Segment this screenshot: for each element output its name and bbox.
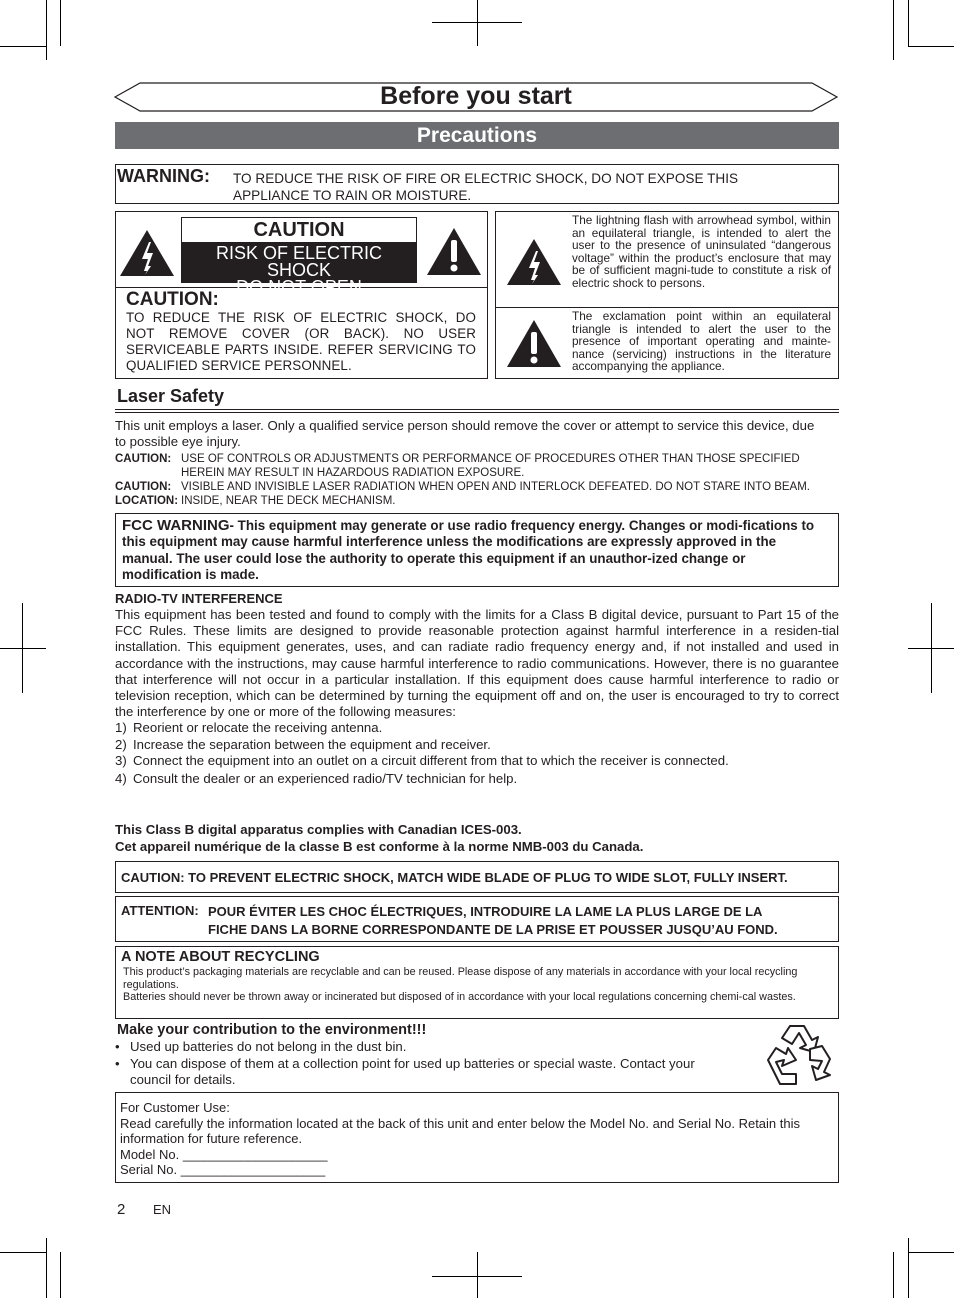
crop-mark	[931, 603, 932, 693]
list-text: Used up batteries do not belong in the dust bin.	[130, 1039, 407, 1054]
crop-mark	[60, 1252, 61, 1298]
exclamation-warning-icon	[425, 226, 483, 278]
list-number: 2)	[115, 736, 127, 752]
list-text: Reorient or relocate the receiving antenna.	[133, 720, 383, 735]
list-number: 1)	[115, 720, 127, 735]
caution-badge-title: CAUTION	[253, 219, 345, 241]
lightning-warning-icon	[505, 237, 563, 287]
laser-row-text: INSIDE, NEAR THE DECK MECHANISM.	[181, 495, 396, 507]
canada-line-en: This Class B digital apparatus complies with Canadian ICES-003.	[115, 822, 522, 837]
customer-label: For Customer Use:	[120, 1100, 230, 1115]
fcc-box	[115, 513, 839, 587]
recycling-box	[115, 946, 839, 1019]
list-text: Connect the equipment into an outlet on a circuit different from that to which the receiver is connected.	[133, 753, 729, 768]
list-item	[115, 1056, 745, 1089]
list-number: 3)	[115, 753, 127, 768]
crop-mark	[477, 1252, 478, 1298]
laser-row-line: USE OF CONTROLS OR ADJUSTMENTS OR PERFORMANCE OF PROCEDURES OTHER THAN THOSE SPECIFIED	[181, 453, 800, 465]
laser-row-label: CAUTION:	[115, 481, 172, 493]
crop-mark	[908, 0, 909, 46]
attention-text	[208, 903, 778, 939]
lightning-warning-icon	[118, 228, 176, 278]
fcc-body: - This equipment may generate or use radio frequency energy. Changes or modi-fications to this equipment may cause harmful interference unless the modifications are expressly approved in the manual. The user could lose the authority to operate this equipment if an unauthor-ized change or modification is made.	[122, 518, 815, 582]
bullet-icon: •	[115, 1055, 120, 1071]
laser-row-label: CAUTION:	[115, 453, 172, 465]
customer-text	[120, 1100, 832, 1178]
recycling-text	[123, 966, 823, 1004]
radio-tv-heading: RADIO-TV INTERFERENCE	[115, 591, 283, 606]
measures-list	[115, 720, 839, 787]
warning-text	[233, 170, 738, 204]
crop-mark	[908, 1238, 909, 1298]
list-number: 4)	[115, 770, 127, 786]
list-item	[115, 1039, 745, 1056]
laser-heading: Laser Safety	[117, 386, 225, 406]
attention-label: ATTENTION:	[121, 903, 199, 918]
caution-text: TO REDUCE THE RISK OF ELECTRIC SHOCK, DO NOT REMOVE COVER (OR BACK). NO USER SERVICEABLE PARTS INSIDE. REFER SERVICING TO QUALIFIED SERVICE PERSONNEL.	[126, 310, 476, 373]
laser-row	[115, 452, 839, 480]
warning-label: WARNING:	[117, 166, 210, 186]
crop-mark	[0, 1252, 46, 1253]
crop-mark	[60, 0, 61, 46]
laser-intro: This unit employs a laser. Only a qualified service person should remove the cover or attempt to service this device, due to possible eye injury.	[115, 418, 815, 450]
recycling-heading: A NOTE ABOUT RECYCLING	[121, 949, 320, 965]
list-item	[115, 771, 839, 788]
language-code: EN	[153, 1202, 172, 1217]
exclamation-symbol-text: The exclamation point within an equilateral triangle is intended to alert the user to the presence of important operating and mainte-nance (servicing) instructions in the literature accompanying the appliance.	[572, 309, 831, 374]
lightning-symbol-text: The lightning flash with arrowhead symbol, within an equilateral triangle, is intended to alert the user to the presence of uninsulated “dangerous voltage” within the product’s enclosure that may be of sufficient magni-tude to constitute a risk of electric shock to persons.	[572, 213, 831, 290]
crop-mark	[893, 1252, 894, 1298]
laser-row	[115, 494, 839, 508]
environment-list	[115, 1039, 745, 1089]
symbol-divider	[495, 307, 839, 308]
crop-mark	[477, 0, 478, 46]
caution-badge	[181, 217, 417, 297]
crop-mark	[46, 1238, 47, 1298]
attention-line: POUR ÉVITER LES CHOC ÉLECTRIQUES, INTRODUIRE LA LAME LA PLUS LARGE DE LA	[208, 904, 763, 919]
customer-box	[115, 1092, 839, 1183]
environment-heading: Make your contribution to the environment!!!	[117, 1022, 427, 1038]
fcc-text	[122, 518, 824, 583]
warning-box	[115, 164, 839, 204]
recycling-paragraph: This product’s packaging materials are recyclable and can be reused. Please dispose of any materials in accordance with your local recycling regulations.	[123, 966, 798, 991]
serial-number-field: Serial No. ____________________	[120, 1162, 326, 1178]
page-number: 2	[117, 1201, 126, 1218]
list-text: You can dispose of them at a collection point for used up batteries or special waste. Contact your council for details.	[130, 1055, 695, 1087]
symbol-vdivider	[495, 211, 496, 379]
laser-row	[115, 480, 839, 494]
page-title: Before you start	[380, 82, 572, 110]
fcc-label: FCC WARNING	[122, 517, 230, 534]
plug-caution-text: CAUTION: TO PREVENT ELECTRIC SHOCK, MATCH WIDE BLADE OF PLUG TO WIDE SLOT, FULLY INSERT.	[121, 870, 788, 885]
laser-heading-rule	[115, 409, 839, 410]
list-text: Increase the separation between the equipment and receiver.	[133, 736, 491, 752]
laser-row-label: LOCATION:	[115, 495, 179, 507]
list-item	[115, 720, 839, 737]
list-item	[115, 737, 839, 754]
laser-table	[115, 452, 839, 508]
list-item	[115, 753, 839, 770]
model-number-field: Model No. ____________________	[120, 1146, 328, 1162]
caution-heading: CAUTION:	[126, 289, 219, 310]
attention-box	[115, 896, 839, 942]
caution-badge-line: RISK OF ELECTRIC SHOCK	[215, 243, 383, 280]
laser-row-line: HEREIN MAY RESULT IN HAZARDOUS RADIATION EXPOSURE.	[181, 467, 525, 479]
warning-line: TO REDUCE THE RISK OF FIRE OR ELECTRIC SHOCK, DO NOT EXPOSE THIS	[233, 171, 739, 186]
canada-line-fr: Cet appareil numérique de la classe B est conforme à la norme NMB-003 du Canada.	[115, 838, 644, 854]
bullet-icon: •	[115, 1039, 120, 1054]
attention-line: FICHE DANS LA BORNE CORRESPONDANTE DE LA PRISE ET POUSSER JUSQU’AU FOND.	[208, 922, 778, 937]
crop-mark	[0, 46, 46, 47]
recycling-paragraph: Batteries should never be thrown away or incinerated but disposed of in accordance with your local regulations concerning chemi-cal wastes.	[123, 991, 796, 1003]
plug-caution-box	[115, 861, 839, 893]
crop-mark	[0, 648, 46, 649]
crop-mark	[908, 46, 954, 47]
recycle-icon	[764, 1022, 836, 1088]
crop-mark	[908, 1252, 954, 1253]
laser-row-text: VISIBLE AND INVISIBLE LASER RADIATION WHEN OPEN AND INTERLOCK DEFEATED. DO NOT STARE INTO BEAM.	[181, 481, 811, 493]
crop-mark	[893, 0, 894, 60]
crop-mark	[46, 0, 47, 60]
laser-heading-rule	[115, 412, 839, 413]
section-title: Precautions	[115, 122, 839, 149]
caution-badge-line: DO NOT OPEN	[236, 277, 362, 297]
crop-mark	[22, 603, 23, 693]
caution-badge-subtitle	[182, 242, 416, 297]
canada-compliance	[115, 822, 643, 855]
warning-line: APPLIANCE TO RAIN OR MOISTURE.	[233, 188, 472, 203]
exclamation-warning-icon	[505, 318, 563, 370]
list-text: Consult the dealer or an experienced radio/TV technician for help.	[133, 770, 518, 786]
customer-instructions: Read carefully the information located at the back of this unit and enter below the Model No. and Serial No. Retain this information for future reference.	[120, 1115, 800, 1147]
radio-tv-text: This equipment has been tested and found to comply with the limits for a Class B digital device, pursuant to Part 15 of the FCC Rules. These limits are designed to provide reasonable protection against harmful interference in a residen-tial installation. This equipment generates, uses, and can radiate radio frequency energy and, if not installed and used in accordance with the instructions, may cause harmful interference to radio communications. However, there is no guarantee that interference will not occur in a particular installation. If this equipment does cause harmful interference to radio or television reception, which can be determined by turning the equipment off and on, the user is encouraged to try to correct the interference by one or more of the following measures:	[115, 607, 839, 720]
laser-row-text	[181, 452, 800, 480]
